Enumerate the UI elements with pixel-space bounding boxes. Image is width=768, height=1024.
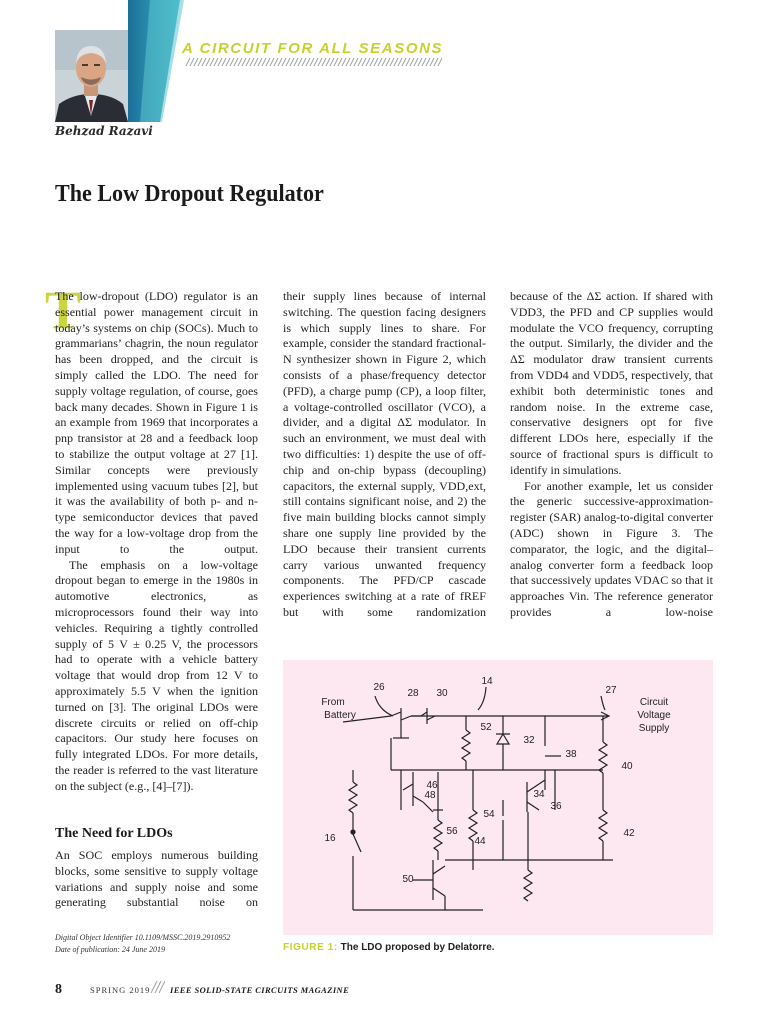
label-circuit: Circuit bbox=[639, 697, 669, 708]
figure-label: FIGURE 1: bbox=[283, 942, 338, 953]
body-column-3 bbox=[510, 289, 713, 621]
node-28: 28 bbox=[407, 688, 419, 699]
issue-label: SPRING 2019 bbox=[90, 985, 151, 995]
paragraph: The low-dropout (LDO) regulator is an essential power management circuit in today’s systems on chip (SOCs). Much to grammarians’ chagrin, the noun regulator has been dropped, and the circuit is simply called the LDO. The need for supply voltage regulation, of course, goes back many decades. Shown in Figure 1 is an example from 1969 that incorporates a pnp transistor at 28 and a feedback loop to stabilize the output voltage at 27 [1]. Similar concepts were previously implemented using vacuum tubes [2], but it was the availability of both p- and n-type semiconductor devices that paved the way for a low-voltage drop from the input to the output. bbox=[55, 289, 258, 556]
node-44: 44 bbox=[474, 836, 486, 847]
figure-caption bbox=[283, 942, 495, 953]
article-title: The Low Dropout Regulator bbox=[55, 181, 324, 207]
label-voltage: Voltage bbox=[637, 710, 671, 721]
paragraph: their supply lines because of internal switching. The question facing designers is which supply lines to share. For example, consider the standard fractional-N synthesizer shown in Figure 2, which consists of a phase/frequency detector (PFD), a charge pump (CP), a loop filter, a voltage-controlled oscillator (VCO), a divider, and a digital ΔΣ modulator. In such an environment, we must deal with two difficulties: 1) despite the use of off-chip and on-chip bypass (decoupling) capacitors, the external supply, VDD,ext, still contains significant noise, and 2) the five main building blocks cannot simply share one supply line provided by the LDO because their transient currents carry various unwanted frequency components. The PFD/CP cascade experiences switching at a rate of fREF but with some randomization bbox=[283, 289, 486, 619]
node-38: 38 bbox=[565, 749, 577, 760]
node-52: 52 bbox=[480, 722, 492, 733]
author-photo bbox=[55, 30, 128, 122]
publication-date: Date of publication: 24 June 2019 bbox=[55, 945, 165, 954]
body-column-1-continued bbox=[55, 848, 258, 911]
section-heading: The Need for LDOs bbox=[55, 826, 173, 841]
paragraph: An SOC employs numerous building blocks, some sensitive to supply voltage variations and supply noise and some generating substantial noise on bbox=[55, 848, 258, 910]
node-54: 54 bbox=[483, 809, 495, 820]
node-36: 36 bbox=[550, 801, 562, 812]
figure-circuit-schematic bbox=[283, 660, 713, 935]
node-26: 26 bbox=[373, 682, 385, 693]
node-27: 27 bbox=[605, 685, 617, 696]
publication-info bbox=[55, 932, 230, 956]
node-42: 42 bbox=[623, 828, 635, 839]
label-from: From bbox=[321, 697, 345, 708]
paragraph: The emphasis on a low-voltage dropout began to emerge in the 1980s in automotive electronics, as microprocessors found their way into vehicles. Requiring a tightly controlled supply of 5 V ± 0.25 V, the processors had to operate with a vehicle battery voltage that would drop from 12 V to approximately 5.5 V when the ignition turned on [3]. The original LDOs were discrete circuits or relied on off-chip capacitors. Our study here focuses on fully integrated LDOs. For more details, the reader is referred to the vast literature on the subject (e.g., [4]–[7]). bbox=[55, 557, 258, 793]
author-name: Behzad Razavi bbox=[55, 124, 153, 138]
node-34: 34 bbox=[533, 789, 545, 800]
node-40: 40 bbox=[621, 761, 633, 772]
node-56: 56 bbox=[446, 826, 458, 837]
body-column-1 bbox=[55, 289, 258, 795]
figure-caption-text: The LDO proposed by Delatorre. bbox=[340, 942, 495, 953]
drop-cap: T bbox=[45, 280, 82, 340]
footer-slash-ornament bbox=[149, 980, 165, 994]
node-14: 14 bbox=[481, 676, 493, 687]
node-16: 16 bbox=[324, 833, 336, 844]
label-battery: Battery bbox=[324, 710, 356, 721]
page-number: 8 bbox=[55, 982, 62, 997]
body-column-2 bbox=[283, 289, 486, 621]
paragraph: For another example, let us consider the generic successive-approximation-register (SAR) analog-to-digital converter (ADC) shown in Figure 3. The comparator, the logic, and the digital–analog converter form a feedback loop that successively updates VDAC so that it approaches Vin. The reference generator provides a low-noise bbox=[510, 478, 713, 619]
node-30: 30 bbox=[436, 688, 448, 699]
paragraph: because of the ΔΣ action. If shared with VDD3, the PFD and CP supplies would modulate the VCO frequency, corrupting the output. Similarly, the divider and the ΔΣ modulator draw transient currents from VDD4 and VDD5, respectively, that exhibit both deterministic tones and random noise. In the extreme case, conservative designers opt for five different LDOs here, especially if the source of fractional spurs is difficult to identify in simulations. bbox=[510, 289, 713, 477]
node-48: 48 bbox=[424, 790, 436, 801]
doi-text: Digital Object Identifier 10.1109/MSSC.2019.2910952 bbox=[55, 933, 231, 942]
magazine-name: IEEE SOLID-STATE CIRCUITS MAGAZINE bbox=[170, 985, 350, 995]
label-supply: Supply bbox=[638, 723, 670, 734]
node-50: 50 bbox=[402, 874, 414, 885]
node-46: 46 bbox=[426, 780, 438, 791]
node-32: 32 bbox=[523, 735, 535, 746]
column-label: A CIRCUIT FOR ALL SEASONS bbox=[182, 40, 444, 57]
